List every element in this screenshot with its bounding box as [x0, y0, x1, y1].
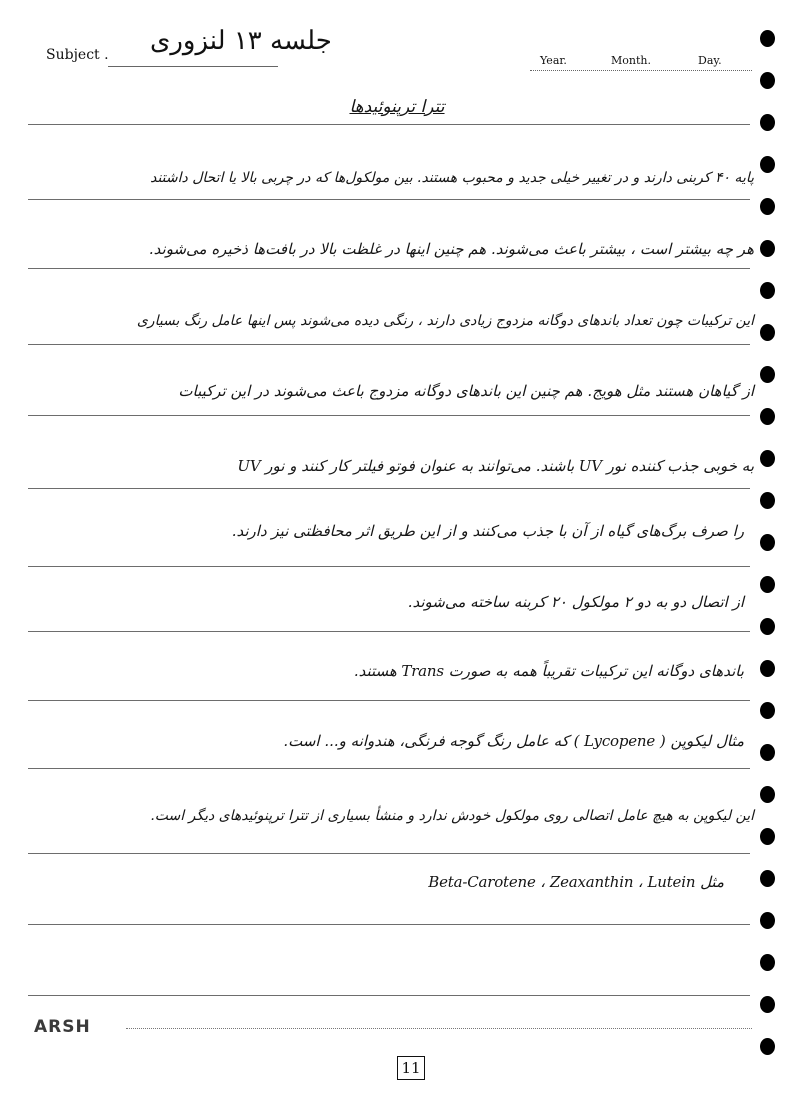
binder-hole — [760, 702, 775, 719]
note-line-2: هر چه بیشتر است ، بیشتر باعث می‌شوند. هم چنین اینها در غلظت بالا در بافت‌ها ذخیره می‌شوند. — [148, 240, 754, 258]
month-label: Month. — [611, 54, 651, 67]
binder-hole — [760, 156, 775, 173]
subject-label: Subject . — [46, 47, 109, 63]
ruled-line — [28, 924, 750, 925]
binder-hole — [760, 324, 775, 341]
year-label: Year. — [540, 54, 567, 67]
ruled-line — [28, 995, 750, 996]
date-underline — [530, 70, 752, 71]
binder-hole — [760, 912, 775, 929]
note-title: تترا ترپنوئیدها — [349, 97, 445, 117]
note-line-5: به خوبی جذب کننده نور UV باشند. می‌توانند به عنوان فوتو فیلتر کار کنند و نور UV — [237, 457, 754, 475]
binder-hole — [760, 618, 775, 635]
binder-hole — [760, 744, 775, 761]
note-line-7: از اتصال دو به دو ۲ مولکول ۲۰ کربنه ساخته می‌شوند. — [407, 593, 744, 611]
ruled-line — [28, 199, 750, 200]
binder-hole — [760, 660, 775, 677]
binder-hole — [760, 198, 775, 215]
binder-hole — [760, 534, 775, 551]
binder-hole — [760, 30, 775, 47]
binder-hole — [760, 828, 775, 845]
binder-hole — [760, 450, 775, 467]
note-line-6: را صرف برگ‌های گیاه از آن با جذب می‌کنند و از این طریق اثر محافظتی نیز دارند. — [231, 522, 744, 540]
ruled-line — [28, 566, 750, 567]
note-line-4: از گیاهان هستند مثل هویج. هم چنین این باندهای دوگانه مزدوج باعث می‌شوند در این ترکیبات — [178, 382, 754, 400]
note-line-9: مثال لیکوپن ( Lycopene ) که عامل رنگ گوجه فرنگی، هندوانه و... است. — [283, 732, 744, 750]
note-line-3: این ترکیبات چون تعداد باندهای دوگانه مزدوج زیادی دارند ، رنگی دیده می‌شوند پس اینها عامل رنگ بسیاری — [136, 313, 754, 329]
binder-hole — [760, 1038, 775, 1055]
page-number: 11 — [397, 1056, 425, 1080]
binder-hole — [760, 576, 775, 593]
binder-hole — [760, 786, 775, 803]
day-label: Day. — [698, 54, 722, 67]
binder-hole — [760, 282, 775, 299]
binder-hole — [760, 114, 775, 131]
ruled-line — [28, 768, 750, 769]
ruled-line — [28, 268, 750, 269]
ruled-line — [28, 631, 750, 632]
binder-hole — [760, 954, 775, 971]
binder-hole — [760, 996, 775, 1013]
ruled-line — [28, 853, 750, 854]
ruled-line — [28, 700, 750, 701]
ruled-line — [28, 124, 750, 125]
brand-logo: ARSH — [34, 1017, 91, 1037]
note-line-11: مثل Beta-Carotene ، Zeaxanthin ، Lutein — [428, 873, 724, 891]
binder-hole — [760, 240, 775, 257]
binder-hole — [760, 366, 775, 383]
note-line-10: این لیکوپن به هیچ عامل اتصالی روی مولکول خودش ندارد و منشأ بسیاری از تترا ترپنوئیدهای دیگر است. — [150, 808, 754, 824]
subject-value: جلسه ۱۳ لنزوری — [150, 26, 332, 56]
note-line-8: باندهای دوگانه این ترکیبات تقریباً همه به صورت Trans هستند. — [353, 662, 744, 680]
binder-hole — [760, 408, 775, 425]
ruled-line — [28, 415, 750, 416]
note-line-1: پایه ۴۰ کربنی دارند و در تغییر خیلی جدید و محبوب هستند. بین مولکول‌ها که در چربی بالا یا اتحال داشتند — [150, 170, 754, 186]
binder-hole — [760, 870, 775, 887]
footer-dotted-line — [126, 1028, 752, 1029]
ruled-line — [28, 488, 750, 489]
binder-hole — [760, 492, 775, 509]
ruled-line — [28, 344, 750, 345]
subject-underline — [108, 66, 278, 67]
binder-hole — [760, 72, 775, 89]
